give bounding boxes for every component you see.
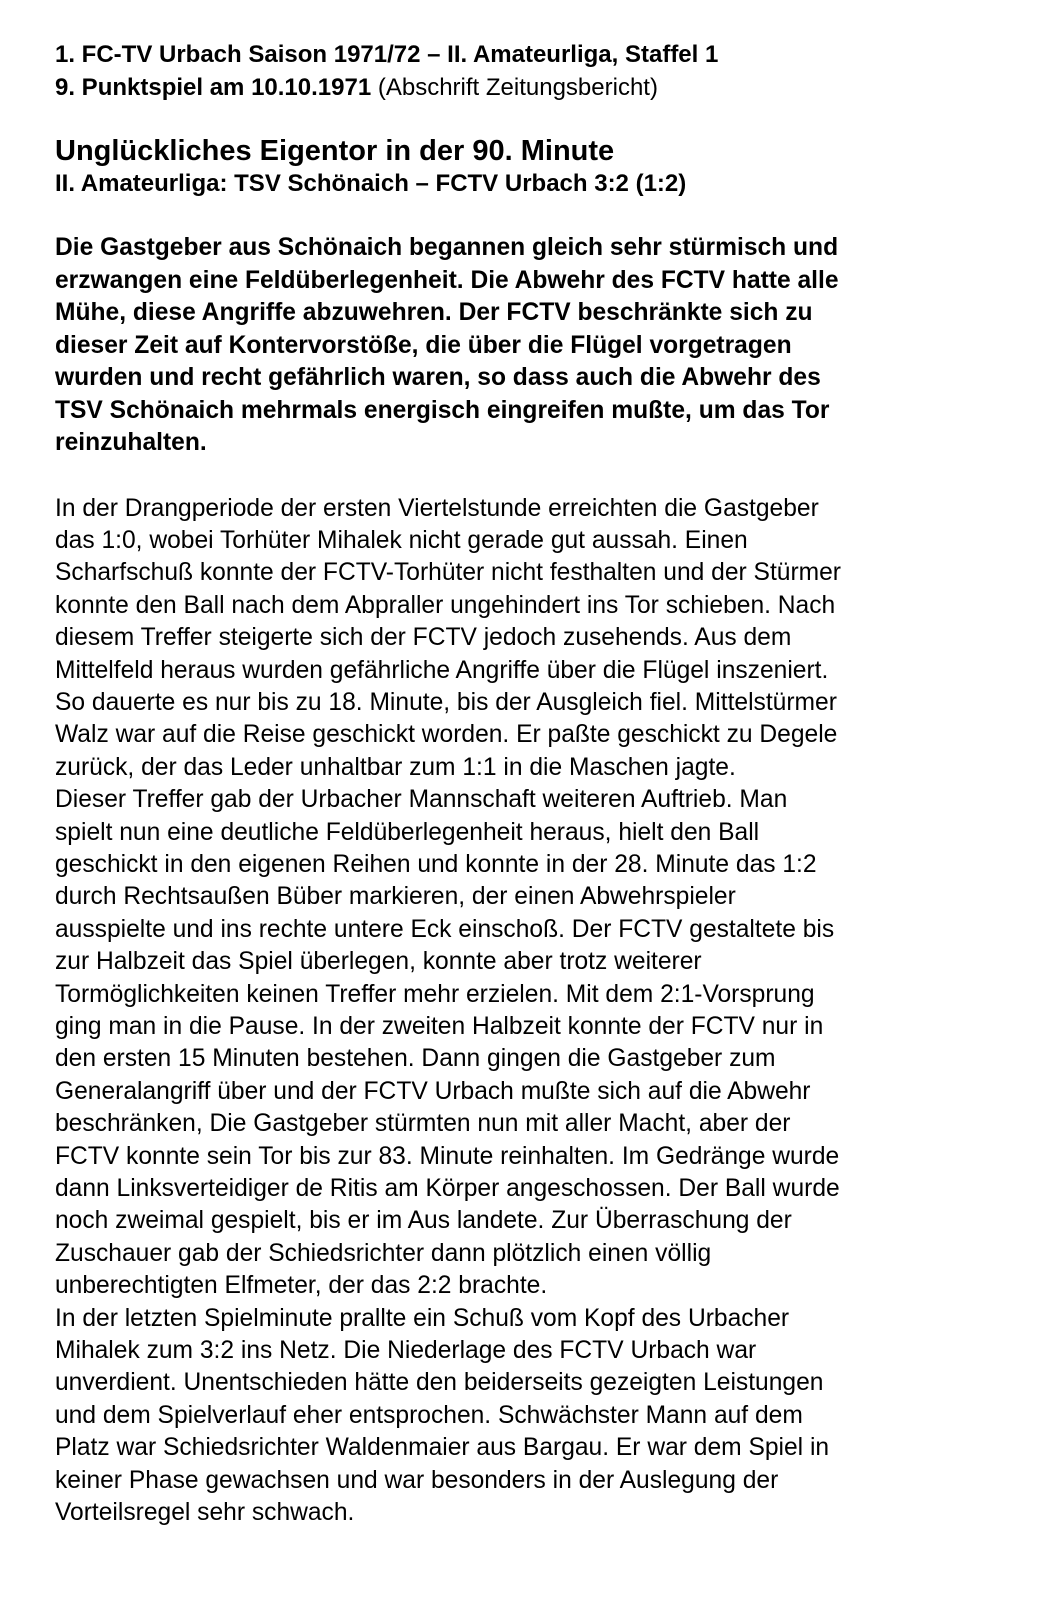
document-header-line-1 [55, 38, 1015, 71]
body-line: beschränken, Die Gastgeber stürmten nun mit aller Macht, aber der [55, 1110, 791, 1138]
body-line: keiner Phase gewachsen und war besonders in der Auslegung der [55, 1466, 779, 1494]
body-line: Vorteilsregel sehr schwach. [55, 1499, 355, 1527]
lead-line: wurden und recht gefährlich waren, so dass auch die Abwehr des [55, 364, 821, 391]
body-line: Walz war auf die Reise geschickt worden. Er paßte geschickt zu Degele [55, 721, 838, 749]
body-line: Mihalek zum 3:2 ins Netz. Die Niederlage des FCTV Urbach war [55, 1337, 757, 1365]
body-paragraph-2 [55, 784, 1015, 1303]
body-line: ging man in die Pause. In der zweiten Halbzeit konnte der FCTV nur in [55, 1013, 824, 1040]
lead-line: erzwangen eine Feldüberlegenheit. Die Abwehr des FCTV hatte alle [55, 266, 839, 294]
body-line: das 1:0, wobei Torhüter Mihalek nicht gerade gut aussah. Einen [55, 526, 748, 554]
body-line: Scharfschuß konnte der FCTV-Torhüter nicht festhalten und der Stürmer [55, 559, 842, 587]
article-lead [55, 232, 1015, 460]
body-line: Platz war Schiedsrichter Waldenmaier aus Bargau. Er war dem Spiel in [55, 1434, 830, 1462]
body-line: So dauerte es nur bis zu 18. Minute, bis der Ausgleich fiel. Mittelstürmer [55, 688, 837, 716]
season-title: 1. FC-TV Urbach Saison 1971/72 – II. Amateurliga, Staffel 1 [55, 41, 719, 68]
lead-line: Die Gastgeber aus Schönaich begannen gleich sehr stürmisch und [55, 234, 839, 261]
lead-line: Mühe, diese Angriffe abzuwehren. Der FCTV beschränkte sich zu [55, 299, 813, 326]
body-line: In der letzten Spielminute prallte ein Schuß vom Kopf des Urbacher [55, 1304, 790, 1332]
body-line: In der Drangperiode der ersten Viertelstunde erreichten die Gastgeber [55, 494, 819, 522]
body-line: noch zweimal gespielt, bis er im Aus landete. Zur Überraschung der [55, 1207, 792, 1235]
body-line: und dem Spielverlauf eher entsprochen. Schwächster Mann auf dem [55, 1401, 803, 1429]
body-line: durch Rechtsaußen Büber markieren, der einen Abwehrspieler [55, 883, 736, 911]
body-line: konnte den Ball nach dem Abpraller ungehindert ins Tor schieben. Nach [55, 591, 836, 619]
body-line: ausspielte und ins rechte untere Eck einschoß. Der FCTV gestaltete bis [55, 915, 835, 943]
document-page [55, 38, 1015, 1530]
lead-line: reinzuhalten. [55, 429, 207, 456]
article-subheadline: II. Amateurliga: TSV Schönaich – FCTV Urbach 3:2 (1:2) [55, 170, 687, 197]
body-line: geschickt in den eigenen Reihen und konnte in der 28. Minute das 1:2 [55, 850, 817, 878]
body-line: unberechtigten Elfmeter, der das 2:2 brachte. [55, 1272, 548, 1300]
body-line: unverdient. Unentschieden hätte den beiderseits gezeigten Leistungen [55, 1369, 824, 1397]
body-line: zur Halbzeit das Spiel überlegen, konnte aber trotz weiterer [55, 948, 702, 976]
match-date-label: 9. Punktspiel am 10.10.1971 [55, 74, 372, 101]
body-line: Zuschauer gab der Schiedsrichter dann plötzlich einen völlig [55, 1239, 712, 1267]
body-line: zurück, der das Leder unhaltbar zum 1:1 in die Maschen jagte. [55, 753, 736, 781]
body-line: Mittelfeld heraus wurden gefährliche Angriffe über die Flügel inszeniert. [55, 656, 829, 684]
transcript-note: (Abschrift Zeitungsbericht) [371, 74, 658, 101]
article-headline: Unglückliches Eigentor in der 90. Minute [55, 135, 615, 167]
body-line: diesem Treffer steigerte sich der FCTV jedoch zusehends. Aus dem [55, 624, 792, 652]
lead-line: dieser Zeit auf Kontervorstöße, die über die Flügel vorgetragen [55, 331, 792, 359]
body-line: den ersten 15 Minuten bestehen. Dann gingen die Gastgeber zum [55, 1045, 776, 1073]
body-line: spielt nun eine deutliche Feldüberlegenheit heraus, hielt den Ball [55, 818, 760, 846]
body-line: dann Linksverteidiger de Ritis am Körper angeschossen. Der Ball wurde [55, 1175, 840, 1203]
article-body [55, 493, 1015, 1530]
lead-line: TSV Schönaich mehrmals energisch eingreifen mußte, um das Tor [55, 396, 830, 424]
document-header-line-2 [55, 71, 1015, 104]
body-paragraph-3 [55, 1303, 1015, 1530]
body-line: FCTV konnte sein Tor bis zur 83. Minute reinhalten. Im Gedränge wurde [55, 1142, 840, 1170]
body-paragraph-1 [55, 493, 1015, 785]
body-line: Dieser Treffer gab der Urbacher Mannschaft weiteren Auftrieb. Man [55, 786, 788, 814]
body-line: Tormöglichkeiten keinen Treffer mehr erzielen. Mit dem 2:1-Vorsprung [55, 980, 815, 1008]
body-line: Generalangriff über und der FCTV Urbach mußte sich auf die Abwehr [55, 1077, 811, 1105]
